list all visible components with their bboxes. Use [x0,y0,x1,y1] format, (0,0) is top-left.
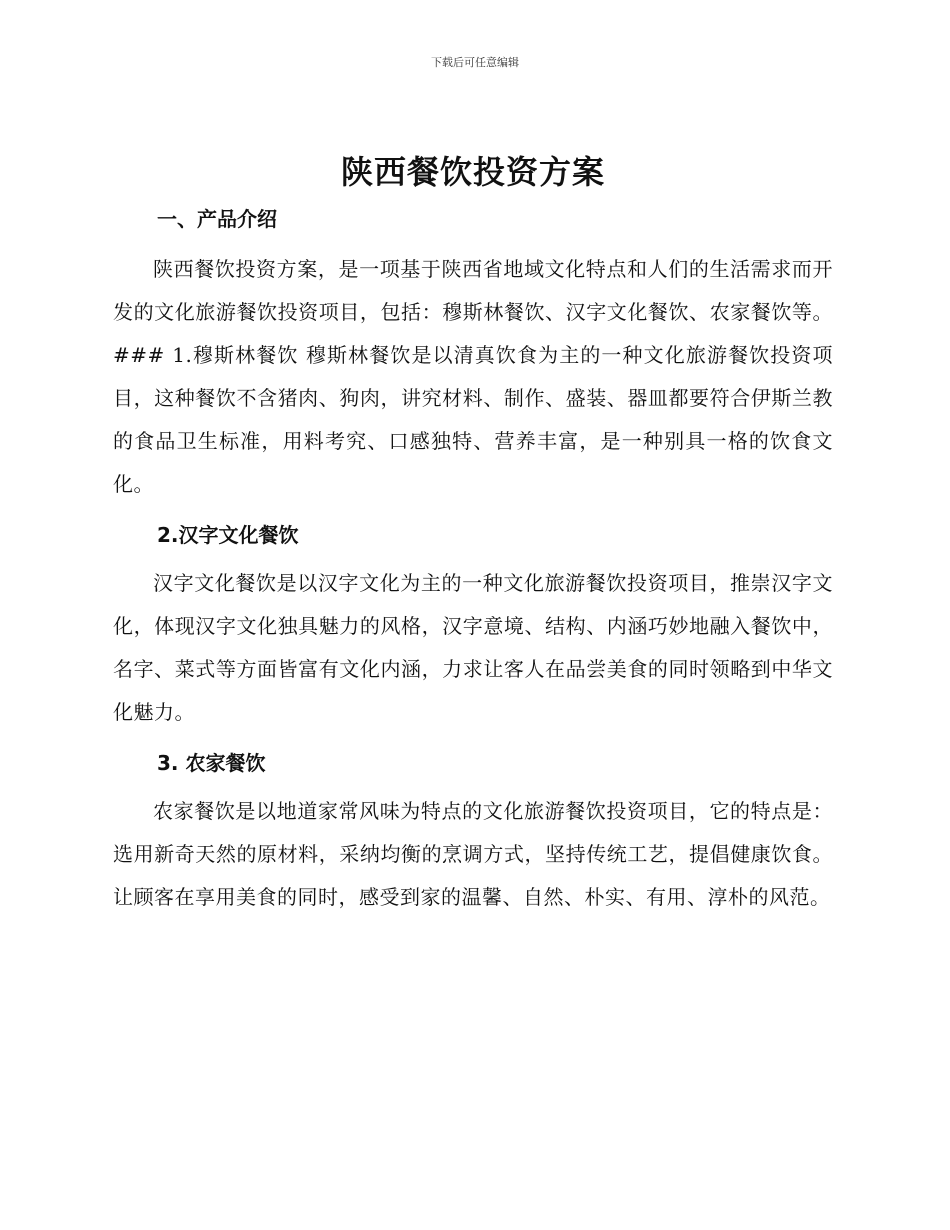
paragraph-chinese-culture-dining: 汉字文化餐饮是以汉字文化为主的一种文化旅游餐饮投资项目，推崇汉字文化，体现汉字文化独具魅力的风格，汉字意境、结构、内涵巧妙地融入餐饮中，名字、菜式等方面皆富有文化内涵，力求让客人在品尝美食的同时领略到中华文化魅力。 [113,571,833,724]
section-heading-farmhouse-dining: 3. 农家餐饮 [157,751,266,775]
paragraph-farmhouse-dining: 农家餐饮是以地道家常风味为特点的文化旅游餐饮投资项目，它的特点是：选用新奇天然的原材料，采纳均衡的烹调方式，坚持传统工艺，提倡健康饮食。让顾客在享用美食的同时，感受到家的温馨、自然、朴实、有用、淳朴的风范。 [113,799,833,909]
section-heading-product-intro: 一、产品介绍 [157,207,277,231]
document-body [113,148,833,919]
document-title: 陕西餐饮投资方案 [340,153,605,191]
page-header-note: 下载后可任意编辑 [431,56,519,69]
section-heading-chinese-culture-dining: 2.汉字文化餐饮 [157,523,299,547]
paragraph-intro: 陕西餐饮投资方案，是一项基于陕西省地域文化特点和人们的生活需求而开发的文化旅游餐饮投资项目，包括：穆斯林餐饮、汉字文化餐饮、农家餐饮等。 ### 1.穆斯林餐饮 穆斯林餐饮是以清真饮食为主的一种文化旅游餐饮投资项目，这种餐饮不含猪肉、狗肉，讲究材料、制作、盛装、器皿都要符合伊斯兰教的食品卫生标准，用料考究、口感独特、营养丰富，是一种别具一格的饮食文化。 [113,257,833,496]
